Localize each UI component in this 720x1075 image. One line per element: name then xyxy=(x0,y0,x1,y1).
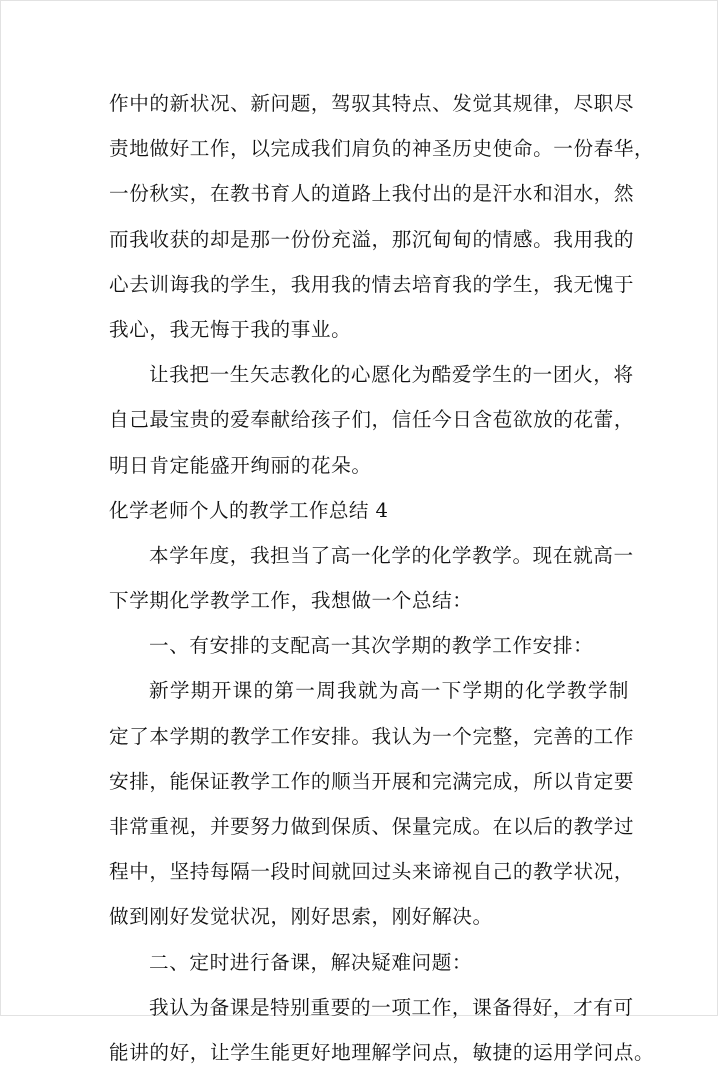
text-line: 我认为备课是特别重要的一项工作，课备得好，才有可 xyxy=(149,995,634,1019)
text-line: 明日肯定能盛开绚丽的花朵。 xyxy=(109,453,372,477)
text-line: 能讲的好，让学生能更好地理解学问点，敏捷的运用学问点。 xyxy=(109,1040,655,1064)
text-line: 做到刚好发觉状况，刚好思索，刚好解决。 xyxy=(109,905,493,929)
text-line: 新学期开课的第一周我就为高一下学期的化学教学制 xyxy=(149,679,629,703)
text-line: 心去训诲我的学生，我用我的情去培育我的学生，我无愧于 xyxy=(109,272,635,296)
text-line: 本学年度，我担当了高一化学的化学教学。现在就高一 xyxy=(149,543,634,567)
text-line: 定了本学期的教学工作安排。我认为一个完整，完善的工作 xyxy=(109,724,635,748)
text-line: 下学期化学教学工作，我想做一个总结： xyxy=(109,589,473,613)
text-line: 安排，能保证教学工作的顺当开展和完满完成，所以肯定要 xyxy=(109,769,635,793)
subheading-line: 二、定时进行备课，解决疑难问题： xyxy=(149,950,473,974)
subheading-line: 一、有安排的支配高一其次学期的教学工作安排： xyxy=(149,634,594,658)
text-line: 一份秋实，在教书育人的道路上我付出的是汗水和泪水，然 xyxy=(109,182,635,206)
text-line: 自己最宝贵的爱奉献给孩子们，信任今日含苞欲放的花蕾， xyxy=(109,408,635,432)
text-line: 而我收获的却是那一份份充溢，那沉甸甸的情感。我用我的 xyxy=(109,227,635,251)
text-line: 让我把一生矢志教化的心愿化为酷爱学生的一团火，将 xyxy=(149,363,634,387)
text-line: 程中，坚持每隔一段时间就回过头来谛视自己的教学状况， xyxy=(109,860,635,884)
text-line: 责地做好工作，以完成我们肩负的神圣历史使命。一份春华， xyxy=(109,137,655,161)
text-line: 非常重视，并要努力做到保质、保量完成。在以后的教学过 xyxy=(109,815,635,838)
text-line: 作中的新状况、新问题，驾驭其特点、发觉其规律，尽职尽 xyxy=(109,92,635,115)
document-body xyxy=(109,81,655,1075)
text-line: 我心，我无悔于我的事业。 xyxy=(109,317,352,341)
section-heading: 化学老师个人的教学工作总结 4 xyxy=(109,498,389,522)
